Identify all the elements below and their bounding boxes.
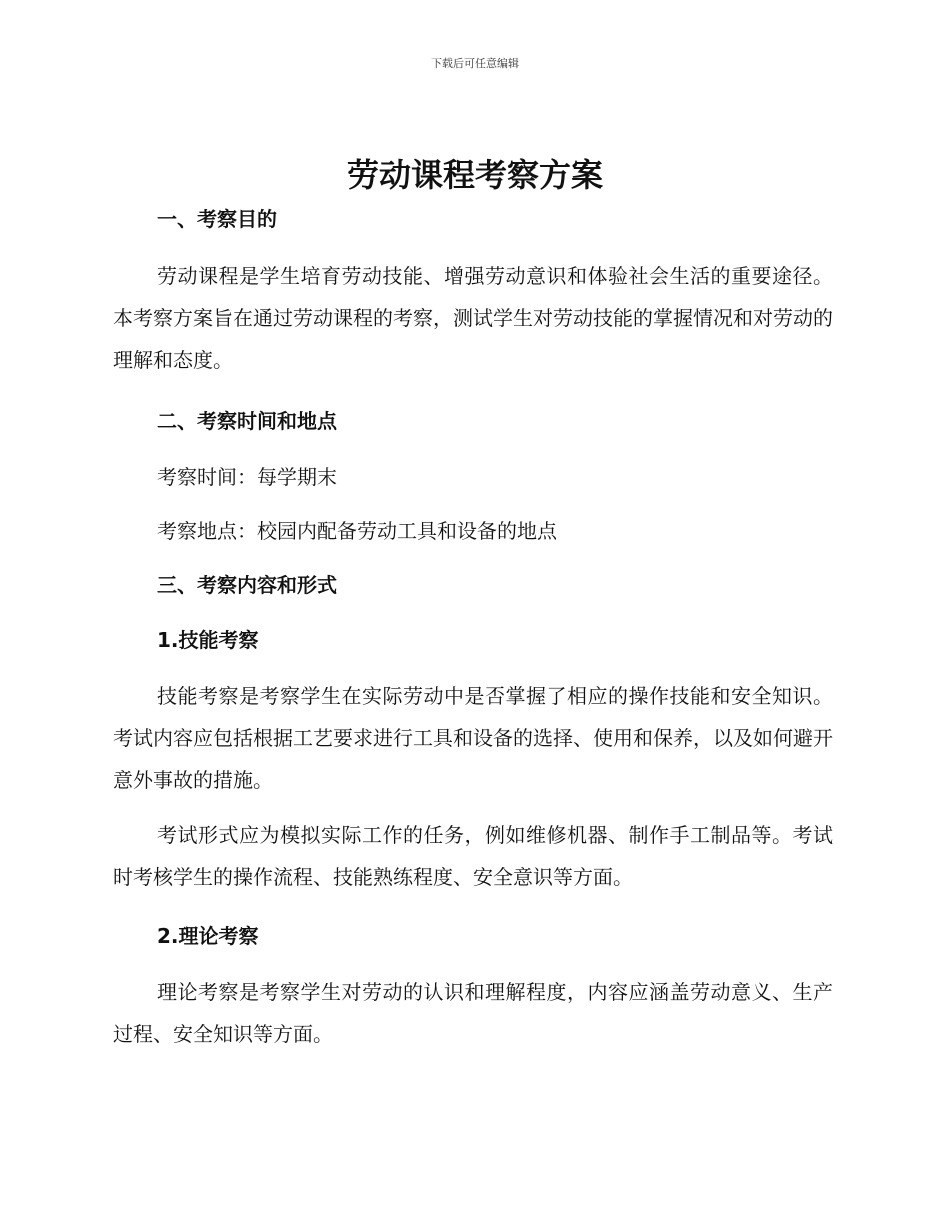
subsection-heading-skill: 1.技能考察 [157,628,259,652]
exam-place: 考察地点：校园内配备劳动工具和设备的地点 [157,519,557,543]
paragraph-theory-1: 理论考察是考察学生对劳动的认识和理解程度，内容应涵盖劳动意义、生产过程、安全知识等方面。 [113,980,833,1046]
section-heading-time-place: 二、考察时间和地点 [157,409,337,433]
document-body [113,203,833,1055]
section-heading-content-form: 三、考察内容和形式 [157,573,337,597]
section-heading-purpose: 一、考察目的 [157,207,277,231]
paragraph-skill-1: 技能考察是考察学生在实际劳动中是否掌握了相应的操作技能和安全知识。考试内容应包括根据工艺要求进行工具和设备的选择、使用和保养，以及如何避开意外事故的措施。 [113,684,833,792]
subsection-heading-theory: 2.理论考察 [157,924,259,948]
exam-time: 考察时间：每学期末 [157,465,337,489]
paragraph-purpose: 劳动课程是学生培育劳动技能、增强劳动意识和体验社会生活的重要途径。本考察方案旨在通过劳动课程的考察，测试学生对劳动技能的掌握情况和对劳动的理解和态度。 [113,264,833,372]
header-note: 下载后可任意编辑 [431,57,519,70]
document-title: 劳动课程考察方案 [346,156,603,194]
paragraph-skill-2: 考试形式应为模拟实际工作的任务，例如维修机器、制作手工制品等。考试时考核学生的操作流程、技能熟练程度、安全意识等方面。 [113,823,833,889]
